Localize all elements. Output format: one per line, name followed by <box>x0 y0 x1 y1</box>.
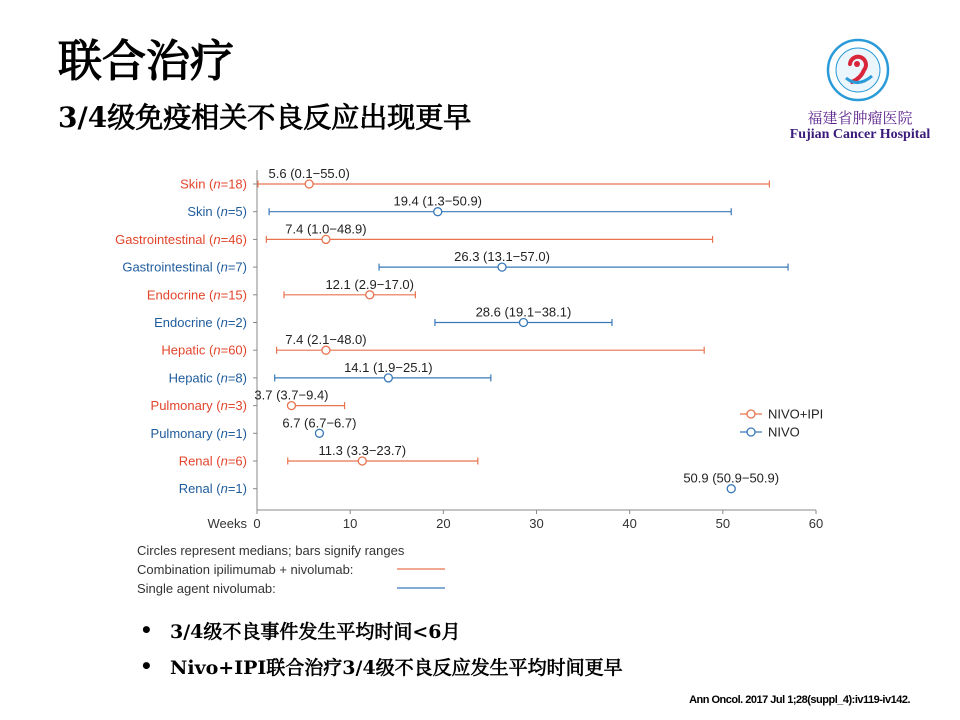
median-point <box>322 346 330 354</box>
row-label: Skin (n=18) <box>180 176 247 192</box>
row-label: Hepatic (n=60) <box>161 342 247 358</box>
median-point <box>434 208 442 216</box>
bullet-text: Nivo+IPI联合治疗3/4级不良反应发生平均时间更早 <box>170 656 623 679</box>
x-tick-label: 50 <box>715 516 731 531</box>
median-point <box>358 457 366 465</box>
x-tick-label: 20 <box>436 516 451 531</box>
row-label: Endocrine (n=15) <box>146 287 247 303</box>
data-label: 7.4 (2.1−48.0) <box>285 332 367 348</box>
x-axis-label: Weeks <box>207 516 247 531</box>
legend-swatch-marker <box>747 410 755 418</box>
x-tick-label: 60 <box>808 516 824 531</box>
footnote-line-3: Single agent nivolumab: <box>137 581 276 596</box>
footnote-line-2: Combination ipilimumab + nivolumab: <box>137 562 354 577</box>
median-point <box>322 235 330 243</box>
bullet-list <box>140 612 623 684</box>
data-label: 3.7 (3.7−9.4) <box>254 387 329 403</box>
data-label: 19.4 (1.3−50.9) <box>393 193 483 209</box>
median-point <box>519 319 527 327</box>
x-tick-label: 10 <box>342 516 358 531</box>
median-point <box>498 263 506 271</box>
bullet-item <box>140 648 623 684</box>
median-point <box>305 180 313 188</box>
row-label: Pulmonary (n=3) <box>150 398 247 414</box>
legend-swatch-marker <box>747 428 755 436</box>
data-label: 7.4 (1.0−48.9) <box>285 221 367 237</box>
data-label: 11.3 (3.3−23.7) <box>318 443 407 458</box>
data-label: 5.6 (0.1−55.0) <box>268 166 350 181</box>
row-label: Renal (n=6) <box>178 453 247 469</box>
median-point <box>727 485 735 493</box>
legend-label: NIVO+IPI <box>768 406 824 422</box>
legend-label: NIVO <box>768 424 800 440</box>
data-label: 28.6 (19.1−38.1) <box>475 304 572 320</box>
row-label: Hepatic (n=8) <box>168 370 247 386</box>
median-point <box>366 291 374 299</box>
bullet-item <box>140 612 623 648</box>
page-title: 联合治疗 <box>58 36 234 87</box>
row-label: Skin (n=5) <box>187 204 247 220</box>
x-tick-label: 40 <box>622 516 637 531</box>
data-label: 14.1 (1.9−25.1) <box>344 359 433 375</box>
x-tick-label: 30 <box>529 516 544 531</box>
citation: Ann Oncol. 2017 Jul 1;28(suppl_4):iv119-iv142. <box>689 694 910 706</box>
page-subtitle: 3/4级免疫相关不良反应出现更早 <box>58 101 472 134</box>
hospital-name-en: Fujian Cancer Hospital <box>789 127 931 142</box>
row-label: Renal (n=1) <box>178 481 247 497</box>
x-tick-label: 0 <box>253 516 261 531</box>
row-label: Gastrointestinal (n=7) <box>122 259 247 275</box>
row-label: Pulmonary (n=1) <box>150 425 247 441</box>
hospital-name-cn: 福建省肿瘤医院 <box>807 109 913 127</box>
bullet-icon: • <box>140 654 153 678</box>
data-label: 6.7 (6.7−6.7) <box>282 415 357 431</box>
median-point <box>384 374 392 382</box>
row-label: Gastrointestinal (n=46) <box>115 231 247 247</box>
data-label: 26.3 (13.1−57.0) <box>454 249 550 265</box>
data-label: 50.9 (50.9−50.9) <box>683 470 780 486</box>
row-label: Endocrine (n=2) <box>154 315 247 330</box>
median-point <box>287 402 295 410</box>
median-point <box>315 429 323 437</box>
footnote-line-1: Circles represent medians; bars signify ranges <box>137 543 405 558</box>
data-label: 12.1 (2.9−17.0) <box>325 276 415 292</box>
bullet-text: 3/4级不良事件发生平均时间<6月 <box>170 620 461 643</box>
bullet-icon: • <box>140 618 153 642</box>
